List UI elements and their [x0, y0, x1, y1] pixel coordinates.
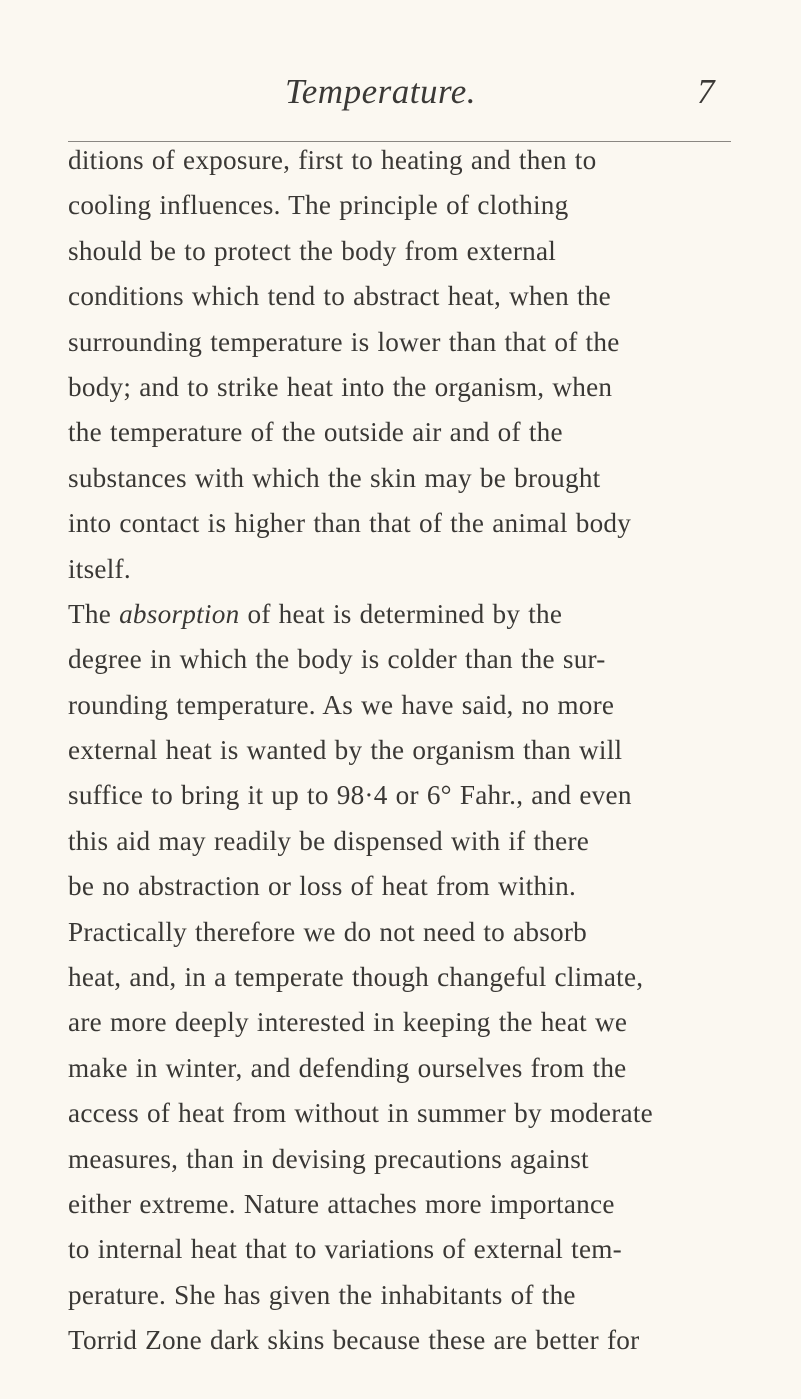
running-head: [0, 72, 801, 122]
text-line: heat, and, in a temperate though changeful climate,: [68, 962, 644, 993]
text-line: substances with which the skin may be brought: [68, 462, 601, 493]
running-title: Temperature.: [285, 72, 477, 111]
text-line: be no abstraction or loss of heat from within.: [68, 871, 577, 902]
emphasis-term: absorption: [119, 598, 240, 629]
text-line: degree in which the body is colder than the sur-: [68, 644, 606, 675]
text-line: external heat is wanted by the organism than will: [68, 735, 623, 766]
text-line: Practically therefore we do not need to absorb: [68, 916, 588, 947]
text-segment: The: [68, 598, 112, 629]
text-line: are more deeply interested in keeping the heat we: [68, 1007, 628, 1038]
paragraph-start-line: [68, 592, 743, 637]
text-line: the temperature of the outside air and of the: [68, 417, 563, 448]
text-line: either extreme. Nature attaches more importance: [68, 1188, 615, 1219]
text-line: surrounding temperature is lower than that of the: [68, 326, 620, 357]
text-line: perature. She has given the inhabitants of the: [68, 1279, 576, 1310]
page-number: 7: [697, 72, 715, 111]
text-line: suffice to bring it up to 98·4 or 6° Fahr., and even: [68, 780, 632, 811]
text-line: should be to protect the body from external: [68, 235, 557, 266]
text-line: rounding temperature. As we have said, no more: [68, 689, 615, 720]
text-line: body; and to strike heat into the organism, when: [68, 371, 613, 402]
text-line: make in winter, and defending ourselves from the: [68, 1052, 627, 1083]
text-line: itself.: [68, 553, 131, 584]
text-line: access of heat from without in summer by moderate: [68, 1098, 653, 1129]
text-segment: of heat is determined by the: [247, 598, 563, 629]
text-line: measures, than in devising precautions against: [68, 1143, 589, 1174]
text-line: conditions which tend to abstract heat, when the: [68, 281, 611, 312]
text-line: Torrid Zone dark skins because these are better for: [68, 1325, 640, 1356]
text-line: ditions of exposure, first to heating and then to: [68, 145, 597, 175]
body-text: [68, 138, 743, 1364]
text-line: this aid may readily be dispensed with if there: [68, 825, 590, 856]
text-line: to internal heat that to variations of external tem-: [68, 1234, 622, 1265]
text-line: into contact is higher than that of the animal body: [68, 508, 632, 539]
text-line: cooling influences. The principle of clothing: [68, 190, 569, 221]
